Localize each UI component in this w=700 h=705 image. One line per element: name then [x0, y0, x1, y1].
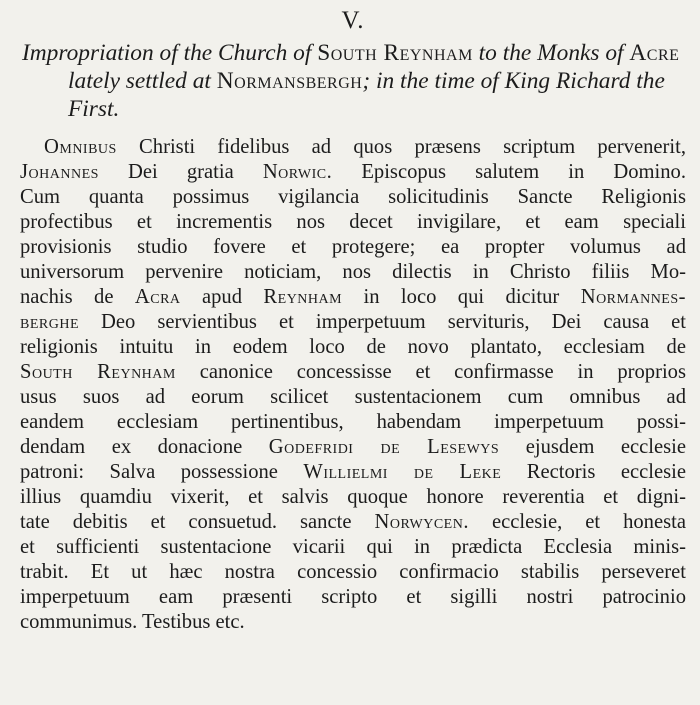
heading-place-normansbergh: Normansbergh: [216, 68, 363, 94]
text-segment: tate debitis et consuetud. sancte: [20, 511, 375, 533]
text-line: [20, 460, 686, 485]
text-line: [20, 235, 686, 260]
text-segment: communimus. Testibus etc.: [20, 611, 245, 633]
small-caps-name: Johannes: [20, 161, 99, 183]
section-heading: [20, 39, 686, 123]
text-line: [20, 210, 686, 235]
text-line: [20, 160, 686, 185]
heading-text: to the Monks of: [472, 40, 630, 66]
small-caps-name: Norwic.: [262, 161, 333, 183]
text-segment: ecclesie, et honesta: [469, 511, 686, 533]
text-segment: et sufficienti sustentacione vicarii qui in prædicta Ecclesia minis-: [20, 536, 686, 558]
text-segment: apud: [180, 286, 264, 308]
text-segment: Rectoris ecclesie: [501, 461, 686, 483]
text-line: [20, 185, 686, 210]
text-line: [20, 385, 686, 410]
heading-place-south-reynham: South Reynham: [317, 40, 473, 66]
text-line: [20, 610, 686, 635]
text-line: [20, 585, 686, 610]
charter-body: [20, 135, 686, 635]
text-line: [20, 535, 686, 560]
text-segment: religionis intuitu in eodem loco de novo plantato, ecclesiam de: [20, 336, 686, 358]
small-caps-name: Acra: [134, 286, 181, 308]
text-line: [20, 285, 686, 310]
text-line: [20, 310, 686, 335]
text-segment: dendam ex donacione: [20, 436, 269, 458]
text-segment: provisionis studio fovere et protegere; ea propter volumus ad: [20, 236, 686, 258]
text-line: [20, 260, 686, 285]
text-segment: ejusdem ecclesie: [499, 436, 687, 458]
text-segment: illius quamdiu vixerit, et salvis quoque honore reverentia et digni-: [20, 486, 686, 508]
text-segment: nachis de: [20, 286, 135, 308]
small-caps-name: Willielmi de Leke: [303, 461, 502, 483]
small-caps-name: Normannes-: [580, 286, 686, 308]
text-segment: Episcopus salutem in Domino.: [332, 161, 686, 183]
text-segment: universorum pervenire noticiam, nos dilectis in Christo filiis Mo-: [20, 261, 686, 283]
text-segment: Cum quanta possimus vigilancia solicitudinis Sancte Religionis: [20, 186, 686, 208]
text-line: [20, 435, 686, 460]
heading-text: lately settled at: [68, 68, 217, 94]
text-line: [20, 410, 686, 435]
text-segment: canonice concessisse et confirmasse in proprios: [175, 361, 686, 383]
heading-place-acre: Acre: [629, 40, 680, 66]
heading-text: Impropriation of the Church of: [22, 40, 318, 66]
text-segment: Deo servientibus et imperpetuum servituris, Dei causa et: [79, 311, 686, 333]
text-segment: patroni: Salva possessione: [20, 461, 304, 483]
text-line: [20, 360, 686, 385]
text-segment: trabit. Et ut hæc nostra concessio confirmacio stabilis perseveret: [20, 561, 686, 583]
small-caps-name: Godefridi de Lesewys: [268, 436, 500, 458]
text-line: [20, 510, 686, 535]
small-caps-name: Omnibus: [44, 136, 117, 158]
section-numeral: V.: [341, 7, 365, 34]
heading-text: ; in the time of King Richard the First.: [68, 68, 665, 122]
text-line: [20, 560, 686, 585]
text-line: [20, 485, 686, 510]
small-caps-name: Norwycen.: [374, 511, 469, 533]
text-line: [20, 135, 686, 160]
text-segment: Dei gratia: [98, 161, 263, 183]
small-caps-name: South Reynham: [20, 361, 176, 383]
text-segment: profectibus et incrementis nos decet invigilare, et eam speciali: [20, 211, 686, 233]
text-line: [20, 335, 686, 360]
text-segment: imperpetuum eam præsenti scripto et sigilli nostri patrocinio: [20, 586, 686, 608]
small-caps-name: Reynham: [263, 286, 343, 308]
text-segment: Christi fidelibus ad quos præsens scriptum pervenerit,: [116, 136, 686, 158]
text-segment: eandem ecclesiam pertinentibus, habendam imperpetuum possi-: [20, 411, 686, 433]
small-caps-name: berghe: [20, 311, 79, 333]
text-segment: in loco qui dicitur: [342, 286, 581, 308]
text-segment: usus suos ad eorum scilicet sustentacionem cum omnibus ad: [20, 386, 686, 408]
